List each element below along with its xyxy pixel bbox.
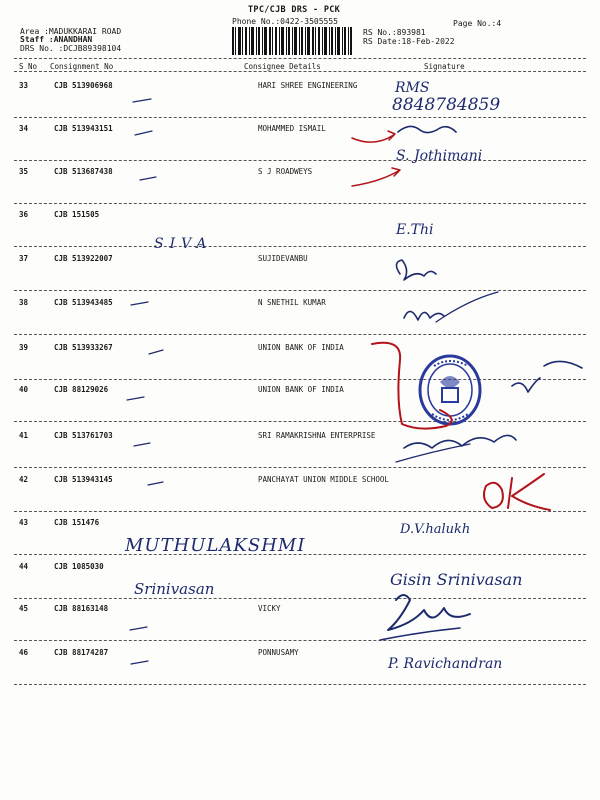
- tick-mark: [131, 661, 148, 664]
- tick-mark: [149, 350, 163, 354]
- signature-scribble: [512, 361, 582, 392]
- signature-scribble: [388, 595, 470, 630]
- signature-scribble: [398, 126, 456, 132]
- row-serial-number: 45: [19, 604, 29, 613]
- column-consignment: Consignment No: [50, 62, 114, 71]
- bank-seal-stamp: [398, 352, 498, 428]
- red-ok-stroke: [484, 483, 503, 508]
- row-consignment-number: CJB 513933267: [54, 343, 113, 352]
- row-divider: [14, 160, 586, 161]
- row-serial-number: 43: [19, 518, 29, 527]
- row-consignment-number: CJB 88174287: [54, 648, 109, 657]
- row-serial-number: 39: [19, 343, 29, 352]
- phone-number: Phone No.:0422-3505555: [232, 17, 338, 26]
- row-serial-number: 38: [19, 298, 29, 307]
- staff-label: Staff :ANANDHAN: [20, 35, 93, 44]
- document-title: TPC/CJB DRS - PCK: [248, 5, 341, 15]
- red-ok-stroke: [508, 474, 550, 510]
- tick-mark: [140, 177, 156, 180]
- row-consignee: UNION BANK OF INDIA: [258, 385, 344, 394]
- row-consignment-number: CJB 513761703: [54, 431, 113, 440]
- row-consignee: SRI RAMAKRISHNA ENTERPRISE: [258, 431, 376, 440]
- page-number: Page No.:4: [453, 19, 502, 28]
- rs-number: RS No.:893981: [363, 28, 426, 37]
- row-serial-number: 42: [19, 475, 29, 484]
- handwritten-signature-srinivasan: Gisin Srinivasan: [390, 570, 523, 589]
- signature-scribble: [404, 311, 444, 320]
- handwritten-muthulakshmi: MUTHULAKSHMI: [125, 535, 306, 556]
- row-serial-number: 33: [19, 81, 29, 90]
- handwritten-phone: 8848784859: [392, 95, 501, 115]
- handwritten-signature-dv: D.V.halukh: [400, 522, 471, 537]
- handwritten-signature-ravichandran: P. Ravichandran: [388, 656, 503, 672]
- row-consignee: SUJIDEVANBU: [258, 254, 308, 263]
- row-divider: [14, 246, 586, 247]
- red-arrow-stroke: [352, 168, 400, 186]
- tick-mark: [130, 627, 147, 630]
- row-divider: [14, 640, 586, 641]
- column-signature: Signature: [424, 62, 465, 71]
- row-consignee: N SNETHIL KUMAR: [258, 298, 326, 307]
- row-consignment-number: CJB 513687438: [54, 167, 113, 176]
- row-consignment-number: CJB 88163148: [54, 604, 109, 613]
- handwritten-rms: RMS: [395, 80, 430, 96]
- row-consignee: PONNUSAMY: [258, 648, 299, 657]
- barcode-image: [232, 27, 352, 55]
- tick-mark: [135, 131, 152, 135]
- row-consignment-number: CJB 513943145: [54, 475, 113, 484]
- row-consignee: HARI SHREE ENGINEERING: [258, 81, 358, 90]
- row-consignment-number: CJB 88129026: [54, 385, 109, 394]
- row-divider: [14, 467, 586, 468]
- row-consignment-number: CJB 151476: [54, 518, 100, 527]
- handwritten-signature-jothimani: S. Jothimani: [396, 148, 483, 164]
- row-consignee: UNION BANK OF INDIA: [258, 343, 344, 352]
- divider: [14, 58, 586, 59]
- row-consignment-number: CJB 1085030: [54, 562, 104, 571]
- row-consignee: VICKY: [258, 604, 281, 613]
- row-divider: [14, 334, 586, 335]
- row-divider: [14, 379, 586, 380]
- divider: [14, 71, 586, 72]
- row-consignment-number: CJB 151505: [54, 210, 100, 219]
- row-consignee: S J ROADWEYS: [258, 167, 313, 176]
- row-divider: [14, 290, 586, 291]
- signature-scribble: [404, 435, 516, 448]
- row-serial-number: 37: [19, 254, 29, 263]
- tick-mark: [127, 397, 144, 400]
- row-consignment-number: CJB 513943485: [54, 298, 113, 307]
- row-divider: [14, 421, 586, 422]
- row-divider: [14, 511, 586, 512]
- signature-scribble: [396, 260, 436, 280]
- signature-scribble: [436, 292, 498, 322]
- row-serial-number: 40: [19, 385, 29, 394]
- drs-number: DRS No. :DCJB89398104: [20, 44, 122, 53]
- signature-scribble: [396, 444, 470, 462]
- handwritten-srinivasan: Srinivasan: [134, 580, 215, 598]
- tick-mark: [133, 99, 151, 102]
- row-serial-number: 34: [19, 124, 29, 133]
- row-consignment-number: CJB 513906968: [54, 81, 113, 90]
- row-serial-number: 46: [19, 648, 29, 657]
- row-consignment-number: CJB 513922007: [54, 254, 113, 263]
- handwritten-signature-ethi: E.Thi: [396, 222, 434, 238]
- column-sno: S No: [19, 62, 38, 71]
- signature-scribble: [380, 628, 460, 640]
- row-consignee: PANCHAYAT UNION MIDDLE SCHOOL: [258, 475, 389, 484]
- row-consignment-number: CJB 513943151: [54, 124, 113, 133]
- tick-mark: [131, 302, 148, 305]
- row-serial-number: 36: [19, 210, 29, 219]
- row-divider: [14, 684, 586, 685]
- tick-mark: [148, 482, 163, 485]
- area-label: Area :MADUKKARAI ROAD: [20, 27, 122, 36]
- row-consignee: MOHAMMED ISMAIL: [258, 124, 326, 133]
- red-arrow-stroke: [352, 131, 395, 142]
- handwritten-siva: SIVA: [154, 236, 213, 252]
- rs-date: RS Date:18-Feb-2022: [363, 37, 455, 46]
- tick-mark: [134, 443, 150, 446]
- row-serial-number: 44: [19, 562, 29, 571]
- row-serial-number: 35: [19, 167, 29, 176]
- row-divider: [14, 203, 586, 204]
- row-divider: [14, 598, 586, 599]
- column-consignee: Consignee Details: [244, 62, 321, 71]
- row-serial-number: 41: [19, 431, 29, 440]
- row-divider: [14, 117, 586, 118]
